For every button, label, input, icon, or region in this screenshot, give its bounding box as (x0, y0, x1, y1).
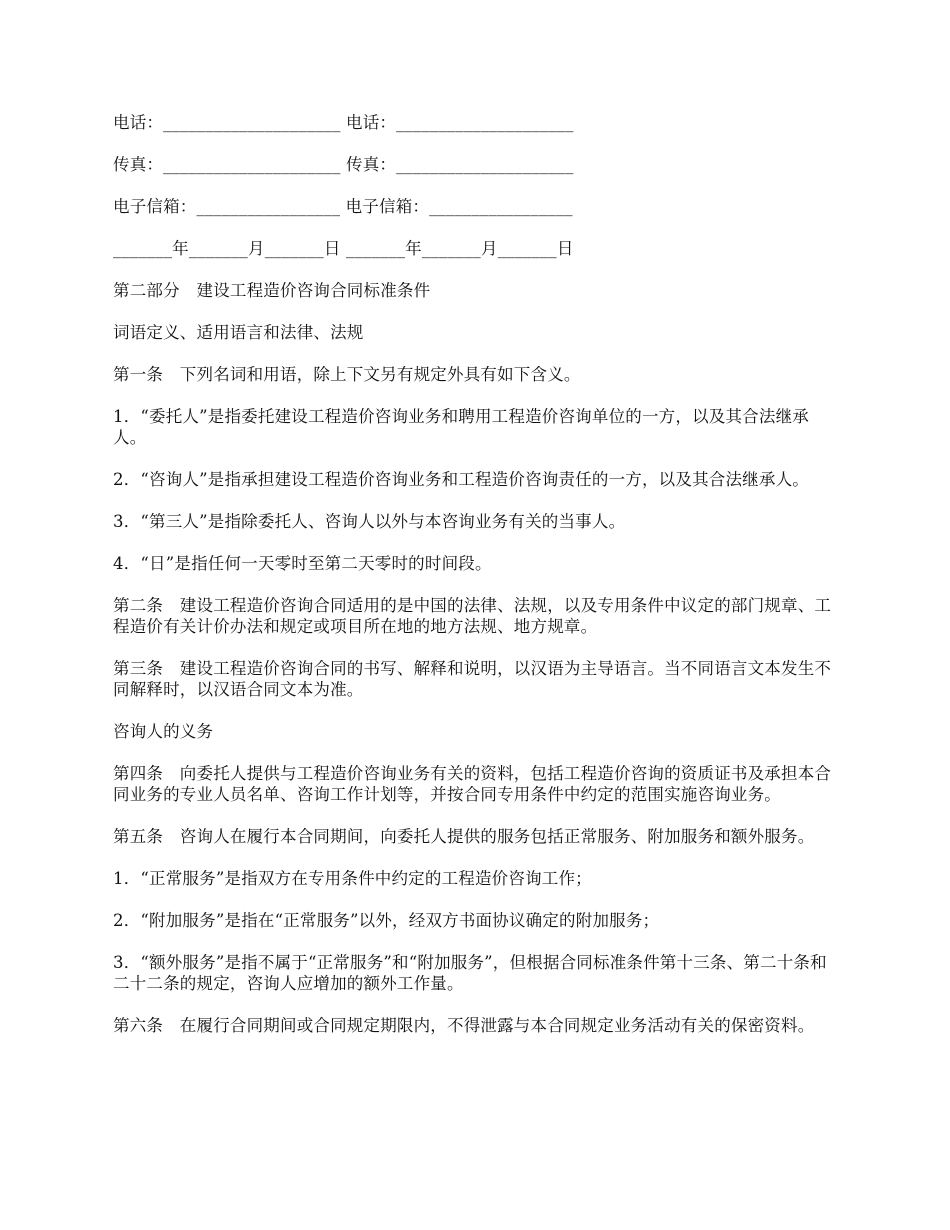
service-3: 3．“额外服务”是指不属于“正常服务”和“附加服务”，但根据合同标准条件第十三条、第二十条和二十二条的规定，咨询人应增加的额外工作量。 (113, 953, 827, 993)
definition-4: 4．“日”是指任何一天零时至第二天零时的时间段。 (113, 554, 492, 573)
article-4: 第四条 向委托人提供与工程造价咨询业务有关的资料，包括工程造价咨询的资质证书及承担本合同业务的专业人员名单、咨询工作计划等，并按合同专用条件中约定的范围实施咨询业务。 (113, 764, 832, 804)
section-heading-definitions: 词语定义、适用语言和法律、法规 (113, 323, 364, 342)
signature-fax-line: 传真：_____________________ 传真：_____________________ (113, 155, 574, 174)
part-two-heading: 第二部分 建设工程造价咨询合同标准条件 (113, 281, 431, 300)
definition-2: 2．“咨询人”是指承担建设工程造价咨询业务和工程造价咨询责任的一方，以及其合法继承人。 (113, 470, 809, 489)
service-1: 1．“正常服务”是指双方在专用条件中约定的工程造价咨询工作； (113, 869, 592, 888)
article-5: 第五条 咨询人在履行本合同期间，向委托人提供的服务包括正常服务、附加服务和额外服务。 (113, 827, 815, 846)
document-page (113, 112, 841, 1036)
signature-email-line: 电子信箱：_________________ 电子信箱：_________________ (113, 197, 573, 216)
definition-3: 3．“第三人”是指除委托人、咨询人以外与本咨询业务有关的当事人。 (113, 512, 626, 531)
article-6: 第六条 在履行合同期间或合同规定期限内，不得泄露与本合同规定业务活动有关的保密资料。 (113, 1016, 815, 1035)
definition-1: 1．“委托人”是指委托建设工程造价咨询业务和聘用工程造价咨询单位的一方，以及其合法继承人。 (113, 407, 809, 447)
article-2: 第二条 建设工程造价咨询合同适用的是中国的法律、法规，以及专用条件中议定的部门规章、工程造价有关计价办法和规定或项目所在地的地方法规、地方规章。 (113, 596, 832, 636)
section-heading-obligations: 咨询人的义务 (113, 722, 214, 741)
article-1: 第一条 下列名词和用语，除上下文另有规定外具有如下含义。 (113, 365, 581, 384)
signature-phone-line: 电话：_____________________ 电话：_____________________ (113, 113, 574, 132)
signature-date-line: _______年_______月_______日 _______年_______月_______日 (113, 239, 574, 258)
article-3: 第三条 建设工程造价咨询合同的书写、解释和说明，以汉语为主导语言。当不同语言文本发生不同解释时，以汉语合同文本为准。 (113, 659, 832, 699)
service-2: 2．“附加服务”是指在“正常服务”以外，经双方书面协议确定的附加服务； (113, 911, 660, 930)
